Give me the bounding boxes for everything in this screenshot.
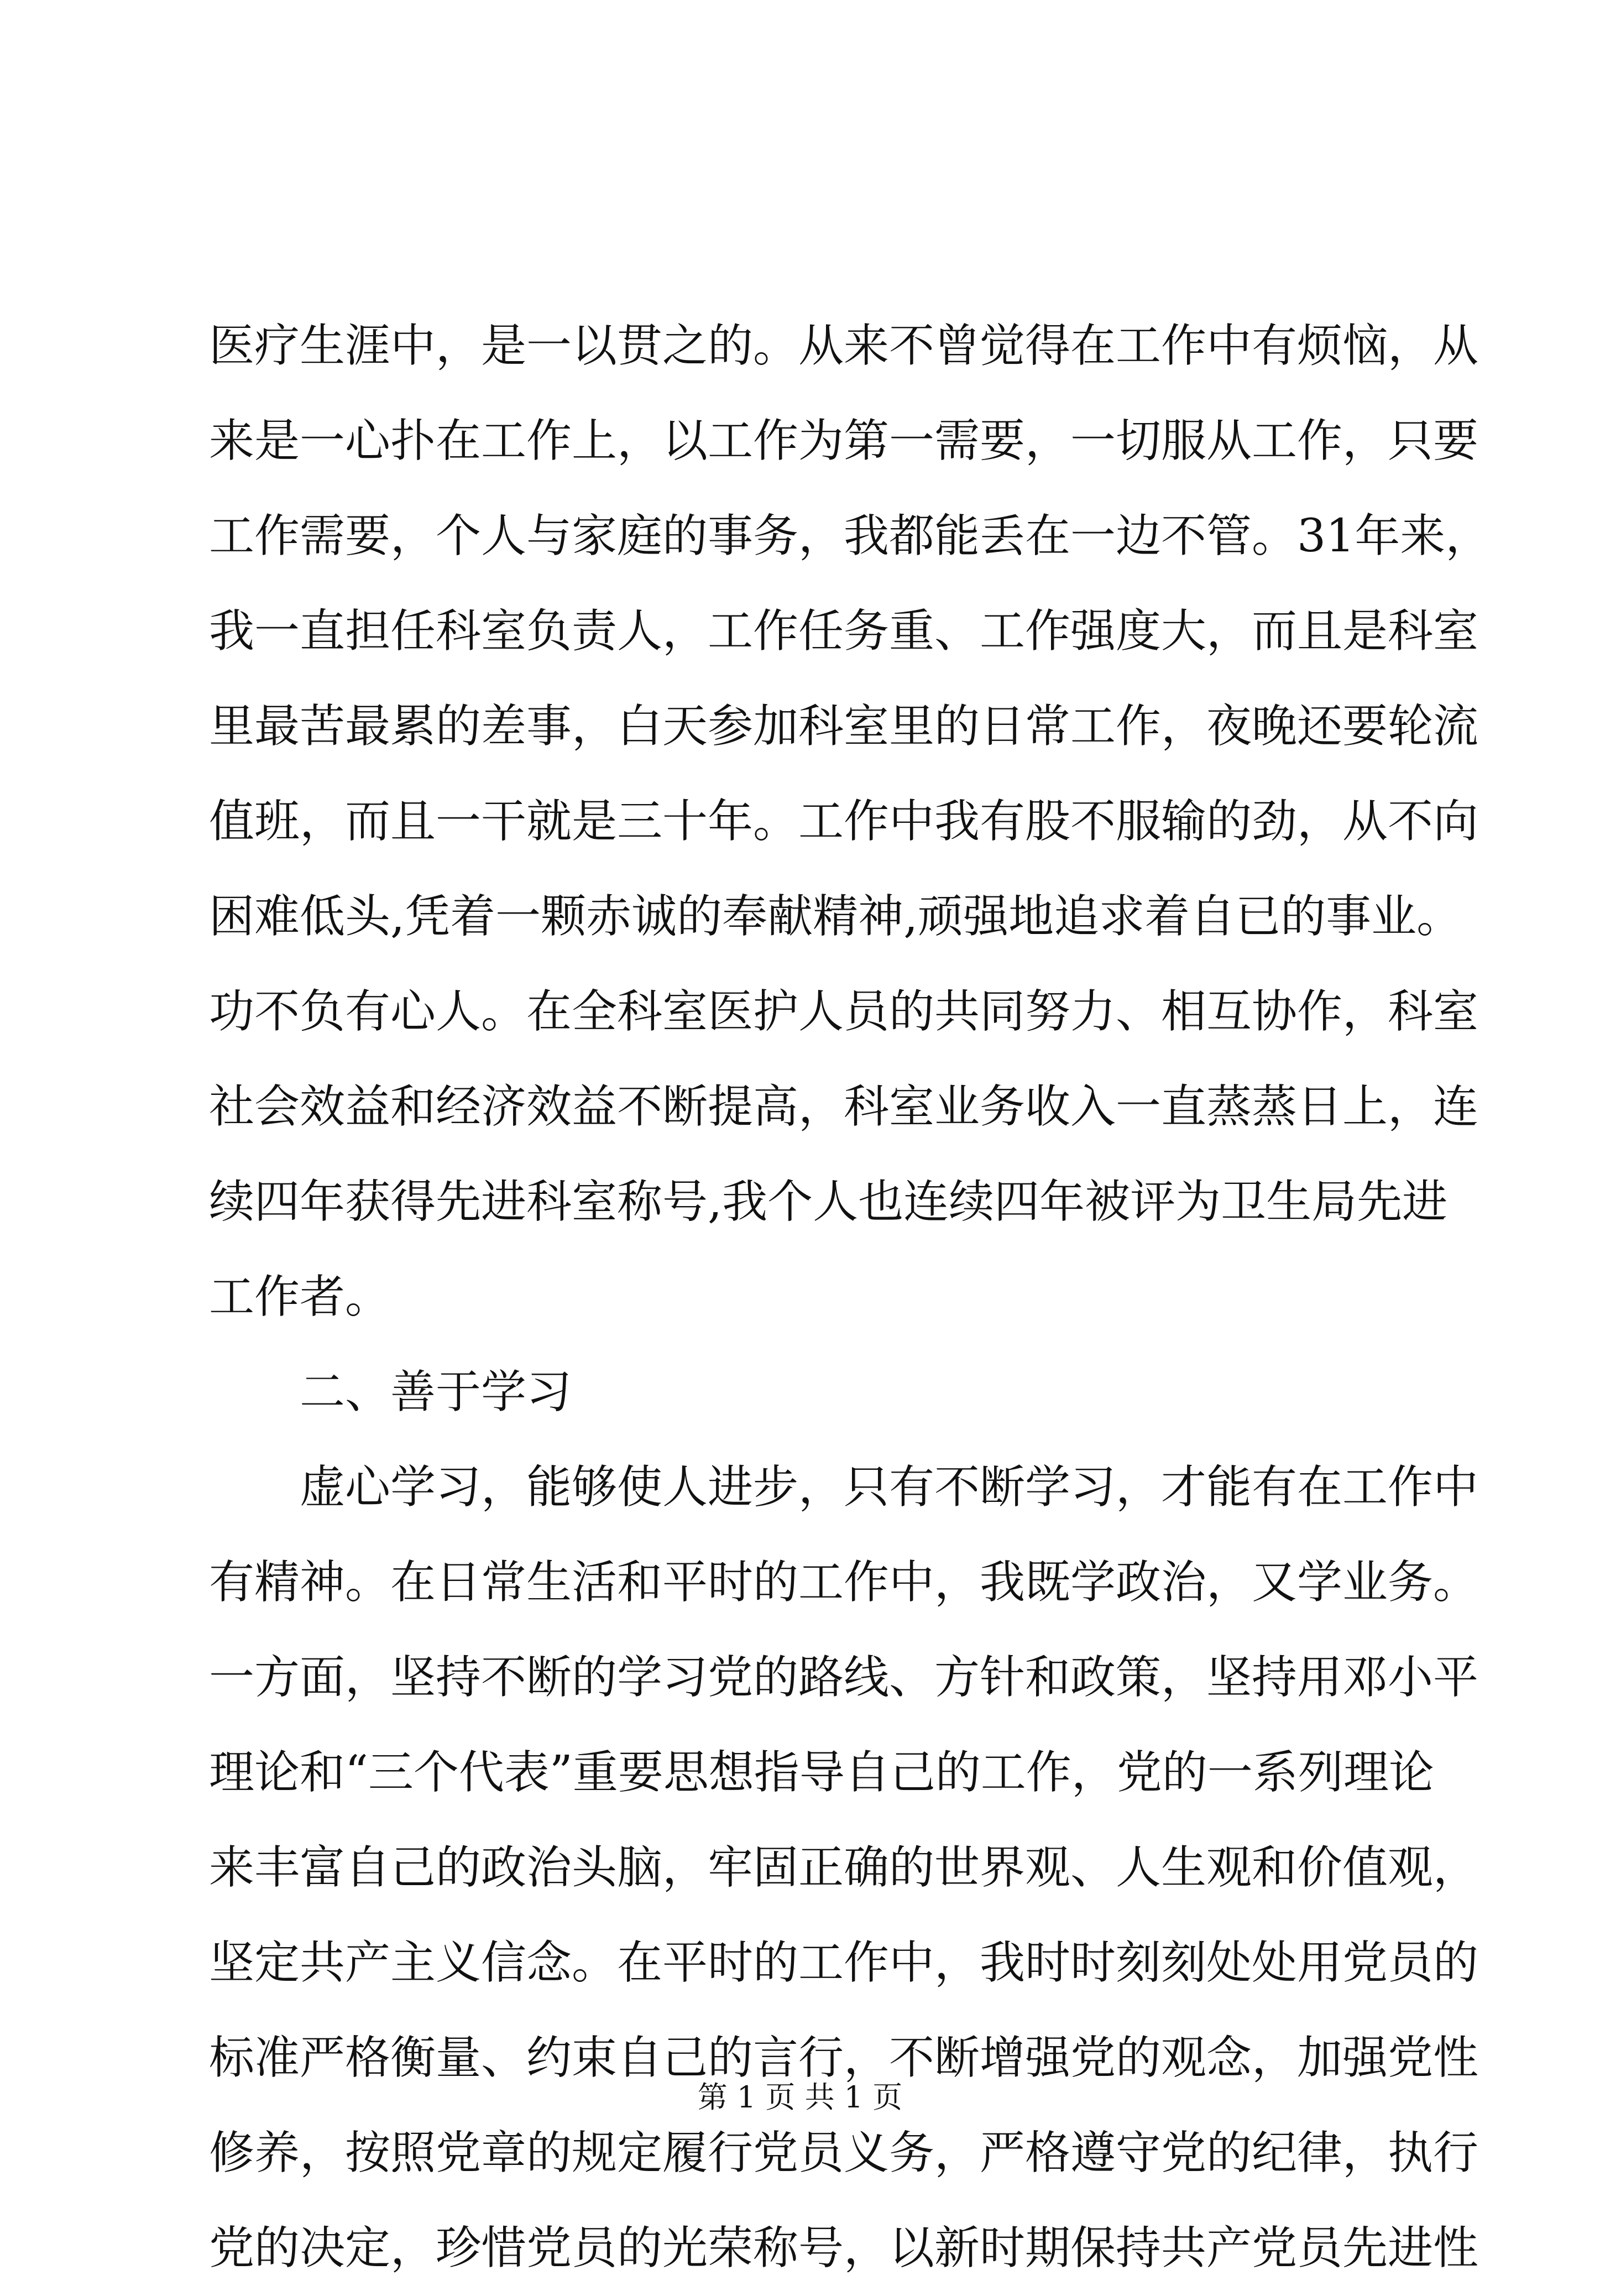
text-line-19: 标准严格衡量、约束自己的言行，不断增强党的观念，加强党性 [209, 2032, 1479, 2084]
text-line-13: 虚心学习，能够使人进步，只有不断学习，才能有在工作中 [300, 1461, 1479, 1514]
text-line-14: 有精神。在日常生活和平时的工作中，我既学政治，又学业务。 [209, 1556, 1479, 1609]
page-footer: 第 1 页 共 1 页 [697, 2080, 903, 2115]
section-heading: 二、善于学习 [300, 1366, 572, 1418]
text-line-11: 工作者。 [209, 1271, 391, 1323]
text-line-7: 困难低头,凭着一颗赤诚的奉献精神,顽强地追求着自已的事业。 [209, 890, 1462, 943]
text-line-10: 续四年获得先进科室称号,我个人也连续四年被评为卫生局先进 [209, 1176, 1448, 1228]
text-line-6: 值班，而且一干就是三十年。工作中我有股不服输的劲，从不向 [209, 795, 1479, 848]
text-line-4: 我一直担任科室负责人，工作任务重、工作强度大，而且是科室 [209, 605, 1479, 658]
text-line-1: 医疗生涯中，是一以贯之的。从来不曾觉得在工作中有烦恼，从 [209, 320, 1479, 372]
text-line-18: 坚定共产主义信念。在平时的工作中，我时时刻刻处处用党员的 [209, 1937, 1479, 1989]
text-line-8: 功不负有心人。在全科室医护人员的共同努力、相互协作，科室 [209, 985, 1479, 1038]
text-line-21: 党的决定，珍惜党员的光荣称号，以新时期保持共产党员先进性 [209, 2222, 1479, 2274]
document-body [209, 299, 1491, 2296]
text-line-3: 工作需要，个人与家庭的事务，我都能丢在一边不管。31年来， [209, 510, 1491, 562]
text-line-20: 修养，按照党章的规定履行党员义务，严格遵守党的纪律，执行 [209, 2127, 1479, 2179]
text-line-15: 一方面，坚持不断的学习党的路线、方针和政策，坚持用邓小平 [209, 1651, 1479, 1704]
text-line-16: 理论和“三个代表”重要思想指导自己的工作，党的一系列理论 [209, 1746, 1434, 1799]
text-line-2: 来是一心扑在工作上，以工作为第一需要，一切服从工作，只要 [209, 415, 1479, 467]
text-line-9: 社会效益和经济效益不断提高，科室业务收入一直蒸蒸日上，连 [209, 1081, 1479, 1133]
text-line-5: 里最苦最累的差事，白天参加科室里的日常工作，夜晚还要轮流 [209, 700, 1479, 753]
text-line-17: 来丰富自己的政治头脑，牢固正确的世界观、人生观和价值观， [209, 1841, 1479, 1894]
